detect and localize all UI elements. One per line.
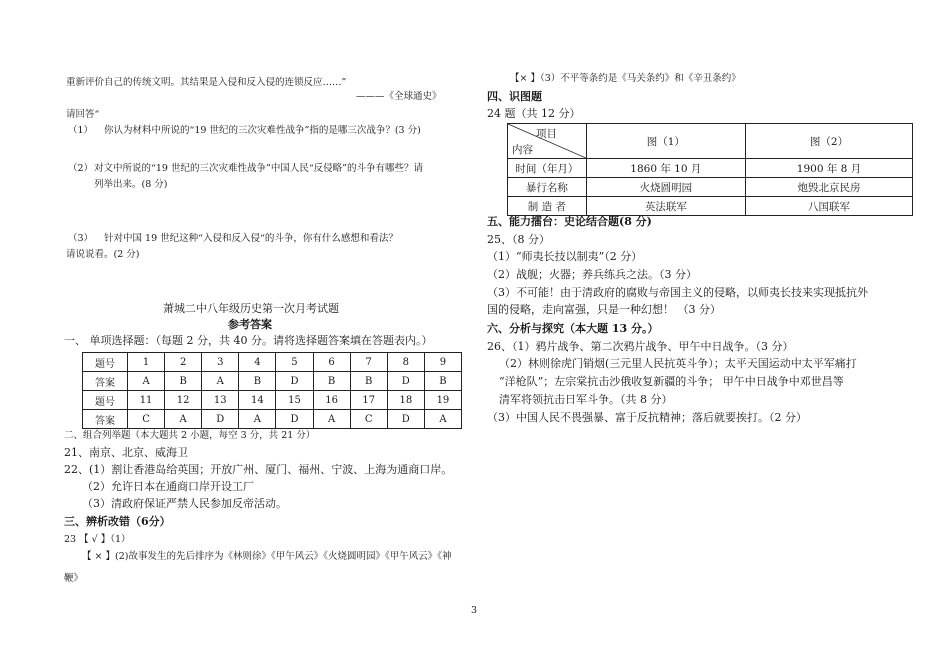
- table-cell: C: [128, 410, 165, 429]
- table-cell: D: [276, 372, 313, 391]
- section-6-heading: 六、分析与探究（本大题 13 分。）: [487, 322, 659, 335]
- row-header-cell: 答案: [83, 372, 128, 391]
- table-cell: B: [424, 372, 461, 391]
- table-cell: 2: [165, 353, 202, 372]
- table-cell: A: [165, 410, 202, 429]
- table-cell: D: [202, 410, 239, 429]
- table-cell: A: [202, 372, 239, 391]
- table-cell: 13: [202, 391, 239, 410]
- table-cell: 4: [239, 353, 276, 372]
- row-header-cell: 答案: [83, 410, 128, 429]
- answer-26-part-2-a: （2）林则徐虎门销烟(三元里人民抗英斗争）；太平天国运动中太平军痛打: [499, 357, 857, 370]
- answer-26-part-2-b: “洋枪队”；左宗棠抗击沙俄收复新疆的斗争； 甲午中日战争中邓世昌等: [499, 375, 844, 388]
- multiple-choice-answer-table: [82, 352, 462, 429]
- answer-26-part-2-c: 清军将领抗击日军斗争。（共 8 分）: [499, 393, 673, 406]
- row-label-atrocity: 暴行名称: [508, 178, 587, 197]
- cell-atrocity-figure-1: 火烧圆明园: [586, 178, 745, 197]
- table-cell: 17: [350, 391, 387, 410]
- table-cell: D: [276, 410, 313, 429]
- question-24-label: 24 题（共 12 分）: [487, 107, 581, 120]
- question-2-text-b: 列举出来。(8 分): [94, 179, 168, 190]
- exam-title: 萧城二中八年级历史第一次月考试题: [163, 302, 339, 315]
- corner-top-label: 项目: [536, 128, 557, 140]
- table-cell: 5: [276, 353, 313, 372]
- cell-perpetrator-figure-1: 英法联军: [586, 197, 745, 216]
- row-label-perpetrator: 制 造 者: [508, 197, 587, 216]
- table-cell: 6: [313, 353, 350, 372]
- table-cell: 9: [424, 353, 461, 372]
- answer-25-part-3-b: 国的侵略，走向富强，只是一种幻想！ （3 分）: [487, 303, 721, 316]
- answer-25-part-1: （1）“师夷长技以制夷”（2 分）: [487, 250, 643, 263]
- answer-22-part-3: （3）清政府保证严禁人民参加反帝活动。: [82, 497, 287, 510]
- answer-25-part-2: （2）战舰；火器；养兵练兵之法。（3 分）: [487, 268, 697, 281]
- table-cell: 3: [202, 353, 239, 372]
- answer-25-part-3-a: （3）不可能！由于清政府的腐败与帝国主义的侵略，以师夷长技来实现抵抗外: [487, 286, 868, 299]
- answer-23-part-3: 【× 】（3）不平等条约是《马关条约》和《辛丑条约》: [510, 73, 741, 84]
- table-corner-cell: [508, 124, 587, 159]
- question-3-number: （3）: [68, 233, 94, 244]
- question-3-text-a: 针对中国 19 世纪这种“入侵和反入侵“的斗争，你有什么感想和看法？: [104, 233, 398, 244]
- answer-25: 25、（8 分）: [487, 233, 550, 246]
- table-cell: A: [128, 372, 165, 391]
- table-cell: B: [350, 372, 387, 391]
- section-3-heading: 三、辨析改错（6分）: [64, 515, 171, 528]
- table-cell: 12: [165, 391, 202, 410]
- cell-time-figure-1: 1860 年 10 月: [586, 159, 745, 178]
- row-label-time: 时间（年月）: [508, 159, 587, 178]
- table-row: [83, 391, 462, 410]
- table-cell: 15: [276, 391, 313, 410]
- corner-bottom-label: 内容: [512, 144, 533, 156]
- right-column: [475, 0, 950, 672]
- table-cell: A: [313, 410, 350, 429]
- answer-key-title: 参考答案: [228, 318, 272, 331]
- picture-identification-table: [507, 123, 913, 216]
- table-cell: 19: [424, 391, 461, 410]
- question-3-text-b: 请说说看。(2 分): [66, 249, 140, 260]
- section-1-heading: 一、 单项选择题：（每题 2 分，共 40 分。请将选择题答案填在答题表内。）: [64, 334, 433, 347]
- cell-time-figure-2: 1900 年 8 月: [745, 159, 912, 178]
- answer-26-part-1: 26、（1）鸦片战争、第二次鸦片战争、甲午中日战争。（3 分）: [487, 340, 794, 353]
- question-2-text-a: 对文中所说的“19 世纪的三次灾难性战争”中国人民“反侵略”的斗争有哪些？请: [94, 163, 424, 174]
- table-cell: 8: [387, 353, 424, 372]
- answer-23-part-2-cont: 鞭》: [64, 573, 84, 584]
- table-cell: A: [424, 410, 461, 429]
- table-cell: 18: [387, 391, 424, 410]
- table-cell: A: [239, 410, 276, 429]
- table-cell: 16: [313, 391, 350, 410]
- row-header-cell: 题号: [83, 353, 128, 372]
- table-cell: D: [387, 410, 424, 429]
- question-2-number: （2）: [68, 163, 94, 174]
- answer-26-part-3: （3）中国人民不畏强暴、富于反抗精神；落后就要挨打。（2 分）: [487, 411, 807, 424]
- material-source: ———《全球通史》: [356, 91, 442, 102]
- table-cell: B: [239, 372, 276, 391]
- question-1-number: （1）: [68, 125, 94, 136]
- table-cell: 11: [128, 391, 165, 410]
- table-cell: 14: [239, 391, 276, 410]
- page-number: 3: [471, 605, 478, 616]
- table-row: [83, 372, 462, 391]
- answer-22-part-1: 22、(1）割让香港岛给英国；开放广州、厦门、福州、宁波、上海为通商口岸。: [64, 463, 453, 476]
- table-cell: 7: [350, 353, 387, 372]
- question-1-text: 你认为材料中所说的“19 世纪的三次灾难性战争”指的是哪三次战争？(3 分): [104, 125, 421, 136]
- table-cell: C: [350, 410, 387, 429]
- answer-23-part-2: 【 × 】(2)故事发生的先后排序为《林则徐》《甲午风云》《火烧圆明园》《甲午风云》《神: [82, 551, 452, 562]
- answer-prompt: 请回答“: [66, 109, 100, 120]
- table-row: [83, 353, 462, 372]
- section-5-heading: 五、能力擂台：史论结合题(8 分): [487, 215, 652, 228]
- column-header-figure-2: 图（2）: [745, 124, 912, 159]
- section-4-heading: 四、识图题: [487, 90, 542, 103]
- table-cell: 1: [128, 353, 165, 372]
- column-header-figure-1: 图（1）: [586, 124, 745, 159]
- answer-23-part-1: 23 【 √ 】（1）: [64, 534, 131, 545]
- table-cell: D: [387, 372, 424, 391]
- section-2-heading: 二、组合列举题（本大题共 2 小题，每空 3 分，共 21 分）: [64, 430, 316, 441]
- cell-perpetrator-figure-2: 八国联军: [745, 197, 912, 216]
- table-cell: B: [313, 372, 350, 391]
- answer-22-part-2: （2）允许日本在通商口岸开设工厂: [82, 480, 254, 493]
- material-intro-line: 重新评价自己的传统文明。其结果是入侵和反入侵的连锁反应……”: [66, 77, 347, 88]
- cell-atrocity-figure-2: 炮毁北京民房: [745, 178, 912, 197]
- table-row: [83, 410, 462, 429]
- answer-21: 21、南京、北京、威海卫: [64, 446, 188, 459]
- row-header-cell: 题号: [83, 391, 128, 410]
- table-cell: B: [165, 372, 202, 391]
